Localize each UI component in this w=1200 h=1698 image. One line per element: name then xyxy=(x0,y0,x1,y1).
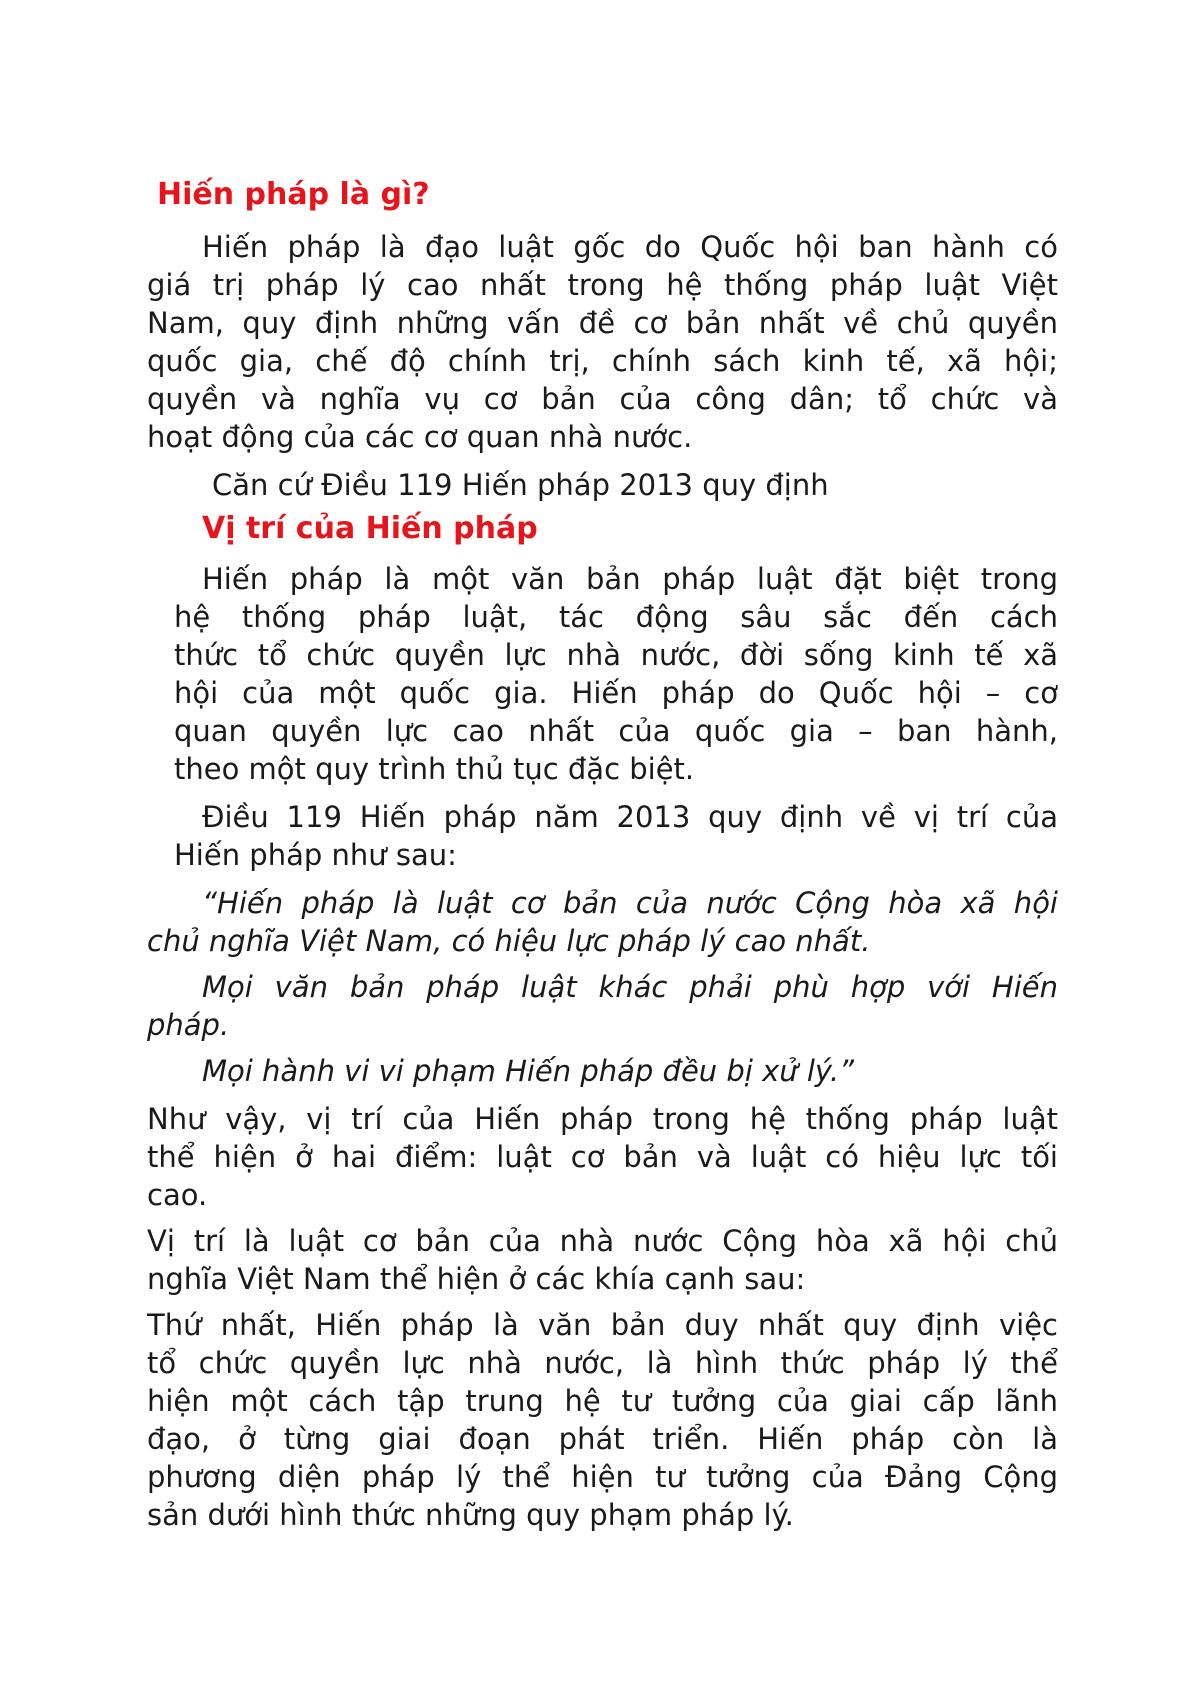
para6-line: hiện một cách tập trung hệ tư tưởng của giai cấp lãnh xyxy=(147,1384,1058,1418)
heading-constitution-position: Vị trí của Hiến pháp xyxy=(202,511,538,546)
para5-line: nghĩa Việt Nam thể hiện ở các khía cạnh sau: xyxy=(147,1262,806,1296)
para2-line: theo một quy trình thủ tục đặc biệt. xyxy=(174,752,695,786)
para3-line: Hiến pháp như sau: xyxy=(174,838,457,872)
para2-line: hội của một quốc gia. Hiến pháp do Quốc hội – cơ xyxy=(174,676,1058,710)
para6-line: sản dưới hình thức những quy phạm pháp lý. xyxy=(147,1498,794,1532)
para5-line: Vị trí là luật cơ bản của nhà nước Cộng hòa xã hội chủ xyxy=(147,1224,1058,1258)
basis-line: Căn cứ Điều 119 Hiến pháp 2013 quy định xyxy=(212,468,829,502)
para6-line: Thứ nhất, Hiến pháp là văn bản duy nhất quy định việc xyxy=(147,1308,1058,1342)
para2-line: quan quyền lực cao nhất của quốc gia – ban hành, xyxy=(174,714,1058,748)
para2-line: hệ thống pháp luật, tác động sâu sắc đến cách xyxy=(174,600,1058,634)
quote-line: Mọi hành vi vi phạm Hiến pháp đều bị xử lý.” xyxy=(202,1054,855,1088)
heading-what-is-constitution: Hiến pháp là gì? xyxy=(157,177,430,212)
para1-line: quyền và nghĩa vụ cơ bản của công dân; tổ chức và xyxy=(147,382,1058,416)
quote-line: pháp. xyxy=(147,1008,230,1042)
para1-line: quốc gia, chế độ chính trị, chính sách kinh tế, xã hội; xyxy=(147,344,1058,378)
para3-line: Điều 119 Hiến pháp năm 2013 quy định về vị trí của xyxy=(202,800,1058,834)
para1-line: giá trị pháp lý cao nhất trong hệ thống pháp luật Việt xyxy=(147,268,1058,302)
para2-line: Hiến pháp là một văn bản pháp luật đặt biệt trong xyxy=(202,562,1058,596)
quote-line: chủ nghĩa Việt Nam, có hiệu lực pháp lý cao nhất. xyxy=(147,924,871,958)
quote-line: Mọi văn bản pháp luật khác phải phù hợp với Hiến xyxy=(202,970,1058,1004)
para6-line: tổ chức quyền lực nhà nước, là hình thức pháp lý thể xyxy=(147,1346,1058,1380)
para1-line: Hiến pháp là đạo luật gốc do Quốc hội ban hành có xyxy=(202,230,1058,264)
para4-line: cao. xyxy=(147,1178,208,1212)
para6-line: đạo, ở từng giai đoạn phát triển. Hiến pháp còn là xyxy=(147,1422,1058,1456)
para4-line: Như vậy, vị trí của Hiến pháp trong hệ thống pháp luật xyxy=(147,1102,1058,1136)
quote-line: “Hiến pháp là luật cơ bản của nước Cộng hòa xã hội xyxy=(202,886,1058,920)
para4-line: thể hiện ở hai điểm: luật cơ bản và luật có hiệu lực tối xyxy=(147,1140,1058,1174)
para1-line: Nam, quy định những vấn đề cơ bản nhất về chủ quyền xyxy=(147,306,1058,340)
para6-line: phương diện pháp lý thể hiện tư tưởng của Đảng Cộng xyxy=(147,1460,1058,1494)
para2-line: thức tổ chức quyền lực nhà nước, đời sống kinh tế xã xyxy=(174,638,1058,672)
para1-line: hoạt động của các cơ quan nhà nước. xyxy=(147,420,693,454)
